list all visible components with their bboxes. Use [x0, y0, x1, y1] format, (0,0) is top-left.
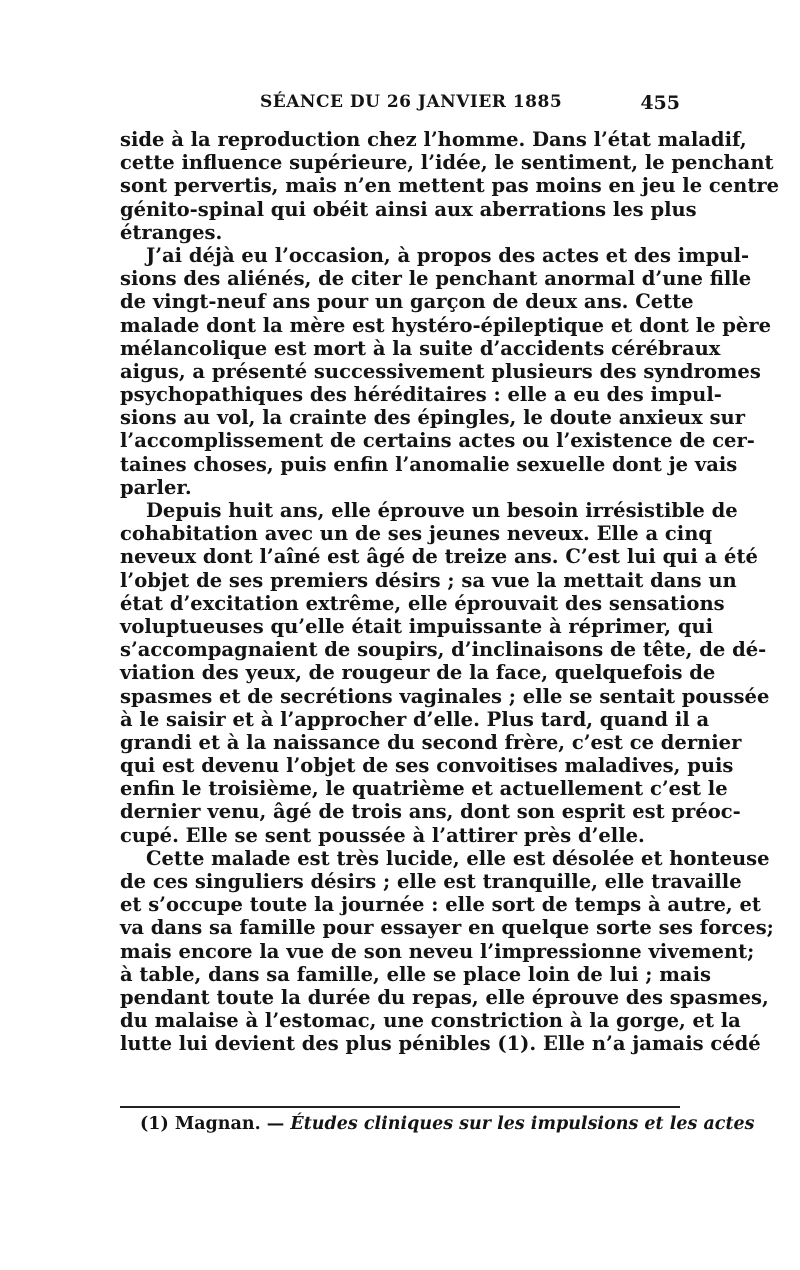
paragraph-start-line: J’ai déjà eu l’occasion, à propos des actes et des impul- [146, 243, 750, 267]
text-line: l’accomplissement de certains actes ou l’existence de cer- [120, 429, 755, 453]
footnote [140, 1114, 755, 1134]
text-line: malade dont la mère est hystéro-épileptique et dont le père [120, 313, 772, 337]
text-line: sions au vol, la crainte des épingles, le doute anxieux sur [120, 406, 745, 430]
text-line: taines choses, puis enfin l’anomalie sexuelle dont je vais [120, 452, 738, 476]
footnote-dash: — [266, 1114, 285, 1134]
text-line: à table, dans sa famille, elle se place loin de lui ; mais [120, 962, 711, 986]
footnote-divider [120, 1106, 680, 1108]
text-line: étranges. [120, 220, 223, 244]
text-line: neveux dont l’aîné est âgé de treize ans. C’est lui qui a été [120, 545, 758, 569]
page-header [120, 92, 680, 122]
footnote-author: Magnan. [174, 1114, 261, 1134]
text-line: mélancolique est mort à la suite d’accidents cérébraux [120, 336, 721, 360]
running-head: SÉANCE DU 26 JANVIER 1885 [260, 92, 563, 112]
text-line: sions des aliénés, de citer le penchant anormal d’une fille [120, 267, 752, 291]
text-line: lutte lui devient des plus pénibles (1). Elle n’a jamais cédé [120, 1032, 761, 1056]
text-line: mais encore la vue de son neveu l’impressionne vivement; [120, 939, 755, 963]
text-line: viation des yeux, de rougeur de la face, quelquefois de [120, 661, 716, 685]
text-line: du malaise à l’estomac, une constriction à la gorge, et la [120, 1009, 741, 1033]
text-line: enfin le troisième, le quatrième et actuellement c’est le [120, 777, 728, 801]
text-line: cette influence supérieure, l’idée, le sentiment, le penchant [120, 151, 774, 175]
text-line: à le saisir et à l’approcher d’elle. Plus tard, quand il a [120, 707, 710, 731]
footnote-marker: (1) [140, 1114, 169, 1134]
text-line: état d’excitation extrême, elle éprouvait des sensations [120, 591, 725, 615]
text-line: de ces singuliers désirs ; elle est tranquille, elle travaille [120, 870, 742, 893]
text-line: sont pervertis, mais n’en mettent pas moins en jeu le centre [120, 174, 780, 198]
text-line: voluptueuses qu’elle était impuissante à réprimer, qui [120, 614, 714, 638]
footnote-title: Études cliniques sur les impulsions et les actes [290, 1114, 755, 1134]
text-line: psychopathiques des héréditaires : elle a eu des impul- [120, 383, 722, 407]
text-line: side à la reproduction chez l’homme. Dans l’état maladif, [120, 128, 747, 151]
paragraph-start-line: Cette malade est très lucide, elle est désolée et honteuse [146, 846, 770, 870]
text-line: qui est devenu l’objet de ses convoitises maladives, puis [120, 754, 734, 778]
text-line: et s’occupe toute la journée : elle sort de temps à autre, et [120, 893, 761, 917]
text-line: grandi et à la naissance du second frère, c’est ce dernier [120, 730, 742, 754]
text-line: s’accompagnaient de soupirs, d’inclinaisons de tête, de dé- [120, 638, 767, 662]
text-line: va dans sa famille pour essayer en quelque sorte ses forces; [120, 916, 774, 940]
page-number: 455 [640, 92, 680, 114]
text-line: aigus, a présenté successivement plusieurs des syndromes [120, 359, 761, 383]
text-line: spasmes et de secrétions vaginales ; elle se sentait poussée [120, 684, 770, 708]
text-line: de vingt-neuf ans pour un garçon de deux ans. Cette [120, 290, 694, 314]
paragraph-start-line: Depuis huit ans, elle éprouve un besoin irrésistible de [146, 499, 738, 522]
text-line: l’objet de ses premiers désirs ; sa vue la mettait dans un [120, 568, 737, 592]
body-text [120, 128, 780, 1056]
text-line: cupé. Elle se sent poussée à l’attirer près d’elle. [120, 823, 645, 847]
text-line: parler. [120, 475, 192, 499]
text-line: pendant toute la durée du repas, elle éprouve des spasmes, [120, 985, 769, 1009]
text-line: dernier venu, âgé de trois ans, dont son esprit est préoc- [120, 800, 741, 824]
text-line: génito-spinal qui obéit ainsi aux aberrations les plus [120, 197, 697, 221]
text-line: cohabitation avec un de ses jeunes neveux. Elle a cinq [120, 522, 713, 546]
